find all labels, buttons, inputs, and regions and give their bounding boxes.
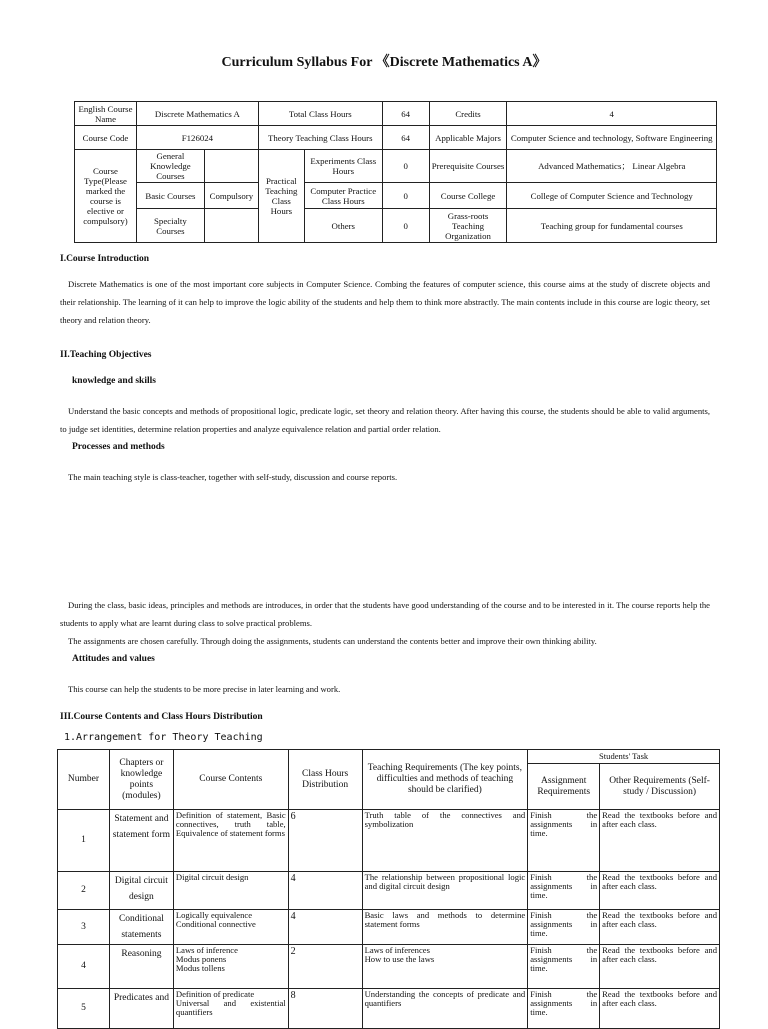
row-assignment: Finish the assignments in time. [528, 810, 600, 872]
header-hours: Class Hours Distribution [288, 750, 362, 810]
row-number: 1 [58, 810, 110, 872]
theory-teaching-table [57, 749, 720, 1029]
course-college-label: Course College [429, 183, 507, 209]
section-heading-objectives: II.Teaching Objectives [60, 350, 152, 360]
theory-arrangement-heading: 1.Arrangement for Theory Teaching [64, 732, 263, 743]
row-assignment: Finish the assignments in time. [528, 945, 600, 989]
row-other: Read the textbooks before and after each class. [600, 872, 720, 910]
theory-hours-label: Theory Teaching Class Hours [258, 126, 382, 150]
table-row [58, 872, 720, 910]
process-paragraph-2: During the class, basic ideas, principles and methods are introduces, in order that the students have good understanding of the course and to be interested in it. The course reports help the students to apply what are learnt during class to solve practical problems. [60, 600, 710, 628]
others-label: Others [304, 209, 382, 243]
header-chapters: Chapters or knowledge points (modules) [109, 750, 173, 810]
row-hours: 2 [288, 945, 362, 989]
row-hours: 4 [288, 872, 362, 910]
english-course-name: Discrete Mathematics A [136, 102, 258, 126]
others-hours: 0 [382, 209, 429, 243]
row-other: Read the textbooks before and after each class. [600, 989, 720, 1029]
table-row [58, 910, 720, 945]
row-chapter: Predicates and [109, 989, 173, 1029]
course-code-label: Course Code [75, 126, 137, 150]
row-other: Read the textbooks before and after each class. [600, 910, 720, 945]
row-assignment: Finish the assignments in time. [528, 989, 600, 1029]
row-chapter: Statement and statement form [109, 810, 173, 872]
practical-hours-label: Practical Teaching Class Hours [258, 150, 304, 243]
knowledge-heading: knowledge and skills [72, 376, 156, 386]
row-requirements: The relationship between propositional logic and digital circuit design [362, 872, 528, 910]
total-class-hours: 64 [382, 102, 429, 126]
grassroots-label: Grass-roots Teaching Organization [429, 209, 507, 243]
course-type-label: Course Type(Please marked the course is elective or compulsory) [75, 150, 137, 243]
row-other: Read the textbooks before and after each class. [600, 945, 720, 989]
specialty-courses-value [204, 209, 258, 243]
row-assignment: Finish the assignments in time. [528, 872, 600, 910]
credits: 4 [507, 102, 717, 126]
row-contents: Laws of inference Modus ponens Modus tollens [173, 945, 288, 989]
attitude-paragraph: This course can help the students to be more precise in later learning and work. [68, 684, 341, 694]
row-contents: Digital circuit design [173, 872, 288, 910]
row-chapter: Reasoning [109, 945, 173, 989]
theory-hours: 64 [382, 126, 429, 150]
credits-label: Credits [429, 102, 507, 126]
computer-practice-hours: 0 [382, 183, 429, 209]
row-hours: 4 [288, 910, 362, 945]
process-heading: Processes and methods [72, 442, 165, 452]
prerequisite: Advanced Mathematics； Linear Algebra [507, 150, 717, 183]
row-number: 3 [58, 910, 110, 945]
row-requirements: Truth table of the connectives and symbolization [362, 810, 528, 872]
experiments-hours: 0 [382, 150, 429, 183]
row-other: Read the textbooks before and after each class. [600, 810, 720, 872]
process-paragraph-1: The main teaching style is class-teacher, together with self-study, discussion and course reports. [68, 472, 398, 482]
basic-courses-value: Compulsory [204, 183, 258, 209]
applicable-majors-label: Applicable Majors [429, 126, 507, 150]
row-requirements: Laws of inferences How to use the laws [362, 945, 528, 989]
knowledge-paragraph: Understand the basic concepts and methods of propositional logic, predicate logic, set theory and relation theory. After having this course, the students should be able to valid arguments, to judge set identities, determine relation properties and analyze equivalence relation and partial order relation. [60, 406, 710, 434]
specialty-courses-label: Specialty Courses [136, 209, 204, 243]
row-assignment: Finish the assignments in time. [528, 910, 600, 945]
page-title: Curriculum Syllabus For 《Discrete Mathematics A》 [221, 55, 547, 70]
general-knowledge-label: General Knowledge Courses [136, 150, 204, 183]
attitude-heading: Attitudes and values [72, 654, 155, 664]
row-contents: Logically equivalence Conditional connective [173, 910, 288, 945]
general-knowledge-value [204, 150, 258, 183]
header-assignment: Assignment Requirements [528, 764, 600, 810]
experiments-label: Experiments Class Hours [304, 150, 382, 183]
intro-paragraph: Discrete Mathematics is one of the most important core subjects in Computer Science. Combing the features of computer science, this course aims at the study of discrete objects and their relationship. The learning of it can help to improve the logic ability of the students and help them to think more abstractly. The main contents include in this course are logic theory, set theory and relation theory. [60, 279, 710, 325]
header-other: Other Requirements (Self-study / Discussion) [600, 764, 720, 810]
header-contents: Course Contents [173, 750, 288, 810]
course-college: College of Computer Science and Technology [507, 183, 717, 209]
row-chapter: Digital circuit design [109, 872, 173, 910]
row-number: 4 [58, 945, 110, 989]
row-hours: 8 [288, 989, 362, 1029]
prerequisite-label: Prerequisite Courses [429, 150, 507, 183]
computer-practice-label: Computer Practice Class Hours [304, 183, 382, 209]
course-code: F126024 [136, 126, 258, 150]
applicable-majors: Computer Science and technology, Software Engineering [507, 126, 717, 150]
row-contents: Definition of predicate Universal and existential quantifiers [173, 989, 288, 1029]
english-course-name-label: English Course Name [75, 102, 137, 126]
row-chapter: Conditional statements [109, 910, 173, 945]
header-number: Number [58, 750, 110, 810]
table-row [58, 810, 720, 872]
row-requirements: Understanding the concepts of predicate and quantifiers [362, 989, 528, 1029]
section-heading-intro: I.Course Introduction [60, 254, 150, 264]
process-paragraph-3: The assignments are chosen carefully. Through doing the assignments, students can understand the contents better and improve their own thinking ability. [68, 636, 597, 646]
row-hours: 6 [288, 810, 362, 872]
header-requirements: Teaching Requirements (The key points, difficulties and methods of teaching should be clarified) [362, 750, 528, 810]
grassroots: Teaching group for fundamental courses [507, 209, 717, 243]
table-row [58, 945, 720, 989]
total-class-hours-label: Total Class Hours [258, 102, 382, 126]
basic-courses-label: Basic Courses [136, 183, 204, 209]
section-heading-contents: III.Course Contents and Class Hours Distribution [60, 712, 263, 722]
header-students-task: Students' Task [528, 750, 720, 764]
table-row [58, 989, 720, 1029]
row-contents: Definition of statement, Basic connectives, truth table, Equivalence of statement forms [173, 810, 288, 872]
course-info-table [74, 101, 717, 243]
row-number: 5 [58, 989, 110, 1029]
row-number: 2 [58, 872, 110, 910]
row-requirements: Basic laws and methods to determine statement forms [362, 910, 528, 945]
